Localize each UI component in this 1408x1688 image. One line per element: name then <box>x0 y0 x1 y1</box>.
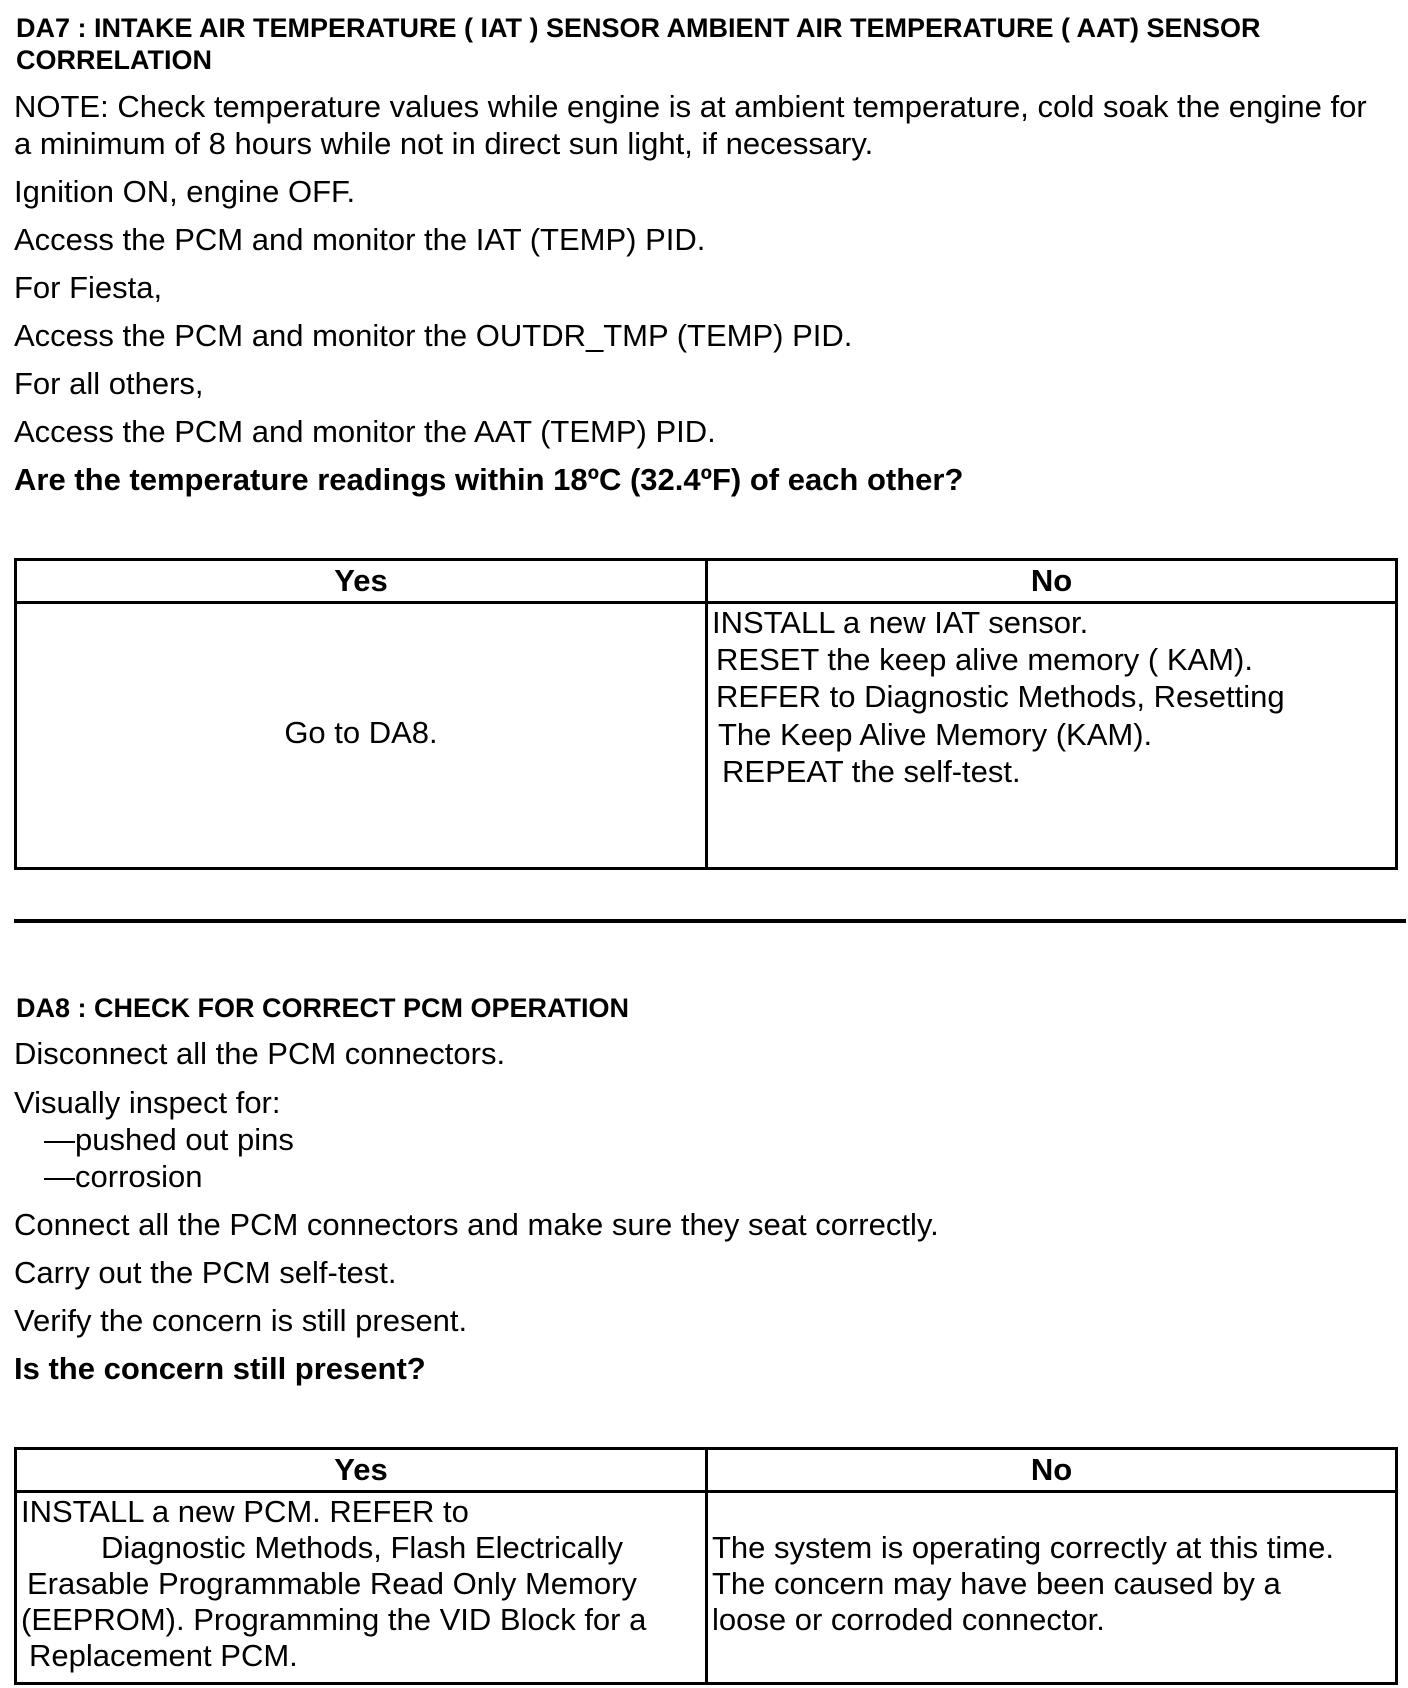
da8-inspect-item: —corrosion <box>44 1159 203 1194</box>
da8-result-table <box>14 1447 1398 1685</box>
no-header: No <box>1030 1452 1073 1487</box>
da7-note: NOTE: Check temperature values while engine is at ambient temperature, cold soak the engine for a minimum of 8 hours while not in direct sun light, if necessary. <box>14 89 1367 161</box>
da8-step: Disconnect all the PCM connectors. <box>14 1036 506 1071</box>
section-divider <box>14 919 1406 923</box>
no-cell <box>708 1493 1395 1682</box>
yes-cell-line: INSTALL a new PCM. REFER to <box>21 1494 469 1529</box>
yes-cell <box>17 1493 708 1682</box>
yes-cell-line: Diagnostic Methods, Flash Electrically <box>101 1530 624 1565</box>
da7-result-table <box>14 558 1398 870</box>
yes-cell-line: (EEPROM). Programming the VID Block for a <box>21 1602 647 1637</box>
da8-inspect-item: —pushed out pins <box>44 1122 294 1157</box>
yes-cell-line: Replacement PCM. <box>29 1638 298 1673</box>
no-cell-line: RESET the keep alive memory ( KAM). <box>716 642 1253 677</box>
yes-cell-line: Erasable Programmable Read Only Memory <box>27 1566 637 1601</box>
da7-step: For Fiesta, <box>14 270 163 305</box>
table-header-row <box>17 1450 1395 1493</box>
da8-step: Connect all the PCM connectors and make sure they seat correctly. <box>14 1207 939 1242</box>
no-cell-line: INSTALL a new IAT sensor. <box>712 605 1089 640</box>
no-cell-line: The concern may have been caused by a <box>712 1566 1281 1601</box>
da7-step: Access the PCM and monitor the AAT (TEMP) PID. <box>14 414 716 449</box>
table-body-row <box>17 1493 1395 1682</box>
da8-step: Carry out the PCM self-test. <box>14 1255 397 1290</box>
da7-step: Ignition ON, engine OFF. <box>14 174 356 209</box>
da8-step: Verify the concern is still present. <box>14 1303 468 1338</box>
yes-header: Yes <box>17 1450 708 1490</box>
no-cell-line: REFER to Diagnostic Methods, Resetting <box>716 679 1285 714</box>
da7-step: Access the PCM and monitor the OUTDR_TMP (TEMP) PID. <box>14 318 853 353</box>
no-cell-line: REPEAT the self-test. <box>722 754 1021 789</box>
da8-heading: DA8 : CHECK FOR CORRECT PCM OPERATION <box>16 993 630 1023</box>
no-cell-line: The system is operating correctly at this time. <box>712 1530 1334 1565</box>
yes-header: Yes <box>17 561 708 601</box>
da7-question: Are the temperature readings within 18ºC (32.4ºF) of each other? <box>14 462 964 497</box>
table-header-row <box>17 561 1395 604</box>
yes-cell <box>17 604 708 867</box>
no-header: No <box>1030 563 1073 598</box>
da7-step: For all others, <box>14 366 204 401</box>
da7-heading-line1: DA7 : INTAKE AIR TEMPERATURE ( IAT ) SENSOR AMBIENT AIR TEMPERATURE ( AAT) SENSOR <box>16 13 1261 43</box>
no-cell <box>708 604 1395 867</box>
da8-step: Visually inspect for: <box>14 1085 281 1120</box>
da7-heading-line2: CORRELATION <box>16 45 212 75</box>
da7-step: Access the PCM and monitor the IAT (TEMP) PID. <box>14 222 706 257</box>
yes-cell-text: Go to DA8. <box>284 715 438 750</box>
da8-question: Is the concern still present? <box>14 1351 426 1386</box>
table-body-row <box>17 604 1395 867</box>
no-cell-line: loose or corroded connector. <box>712 1602 1105 1637</box>
no-cell-line: The Keep Alive Memory (KAM). <box>718 717 1153 752</box>
